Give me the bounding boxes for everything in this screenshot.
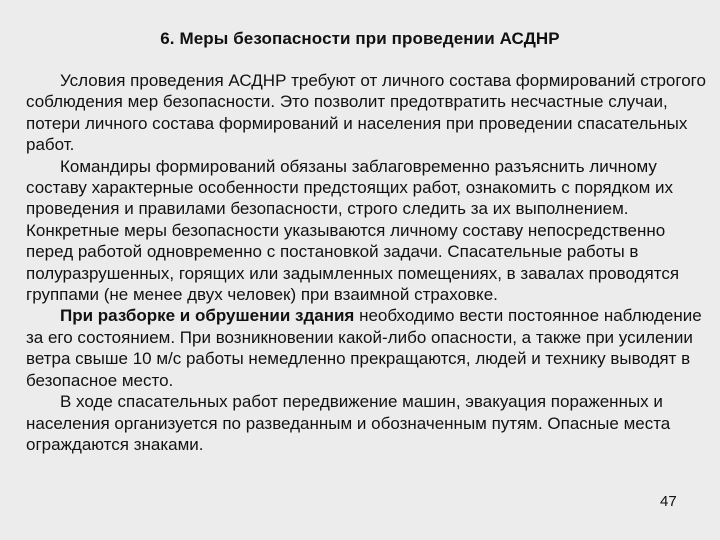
paragraph-safety-requirements: Условия проведения АСДНР требуют от личного состава формирований строгого соблюдения мер безопасности. Это позволит предотвратить несчастные случаи, потери личного состава формирований и населения при проведении спасательных работ.	[26, 71, 706, 155]
body-text	[26, 70, 706, 455]
paragraph-evacuation-routes: В ходе спасательных работ передвижение машин, эвакуация пораженных и населения организуется по разведанным и обозначенным путям. Опасные места ограждаются знаками.	[26, 392, 671, 454]
building-collapse-text: необходимо вести постоянное наблюдение за его состоянием. При возникновении какой-либо опасности, а также при усилении ветра свыше 10 м/с работы немедленно прекращаются, людей и технику выводят в безопасное место.	[26, 306, 702, 390]
page-number: 47	[660, 493, 677, 510]
section-title: 6. Меры безопасности при проведении АСДНР	[160, 29, 560, 48]
building-collapse-heading: При разборке и обрушении здания	[60, 306, 355, 326]
paragraph-commanders-duties: Командиры формирований обязаны заблаговременно разъяснить личному составу характерные особенности предстоящих работ, ознакомить с порядком их проведения и правилами безопасности, строго следить за их выполнением. Конкретные меры безопасности указываются личному составу непосредственно перед работой одновременно с постановкой задачи. Спасательные работы в полуразрушенных, горящих или задымленных помещениях, в завалах проводятся группами (не менее двух человек) при взаимной страховке.	[26, 156, 680, 305]
paragraph-building-collapse	[26, 305, 706, 391]
